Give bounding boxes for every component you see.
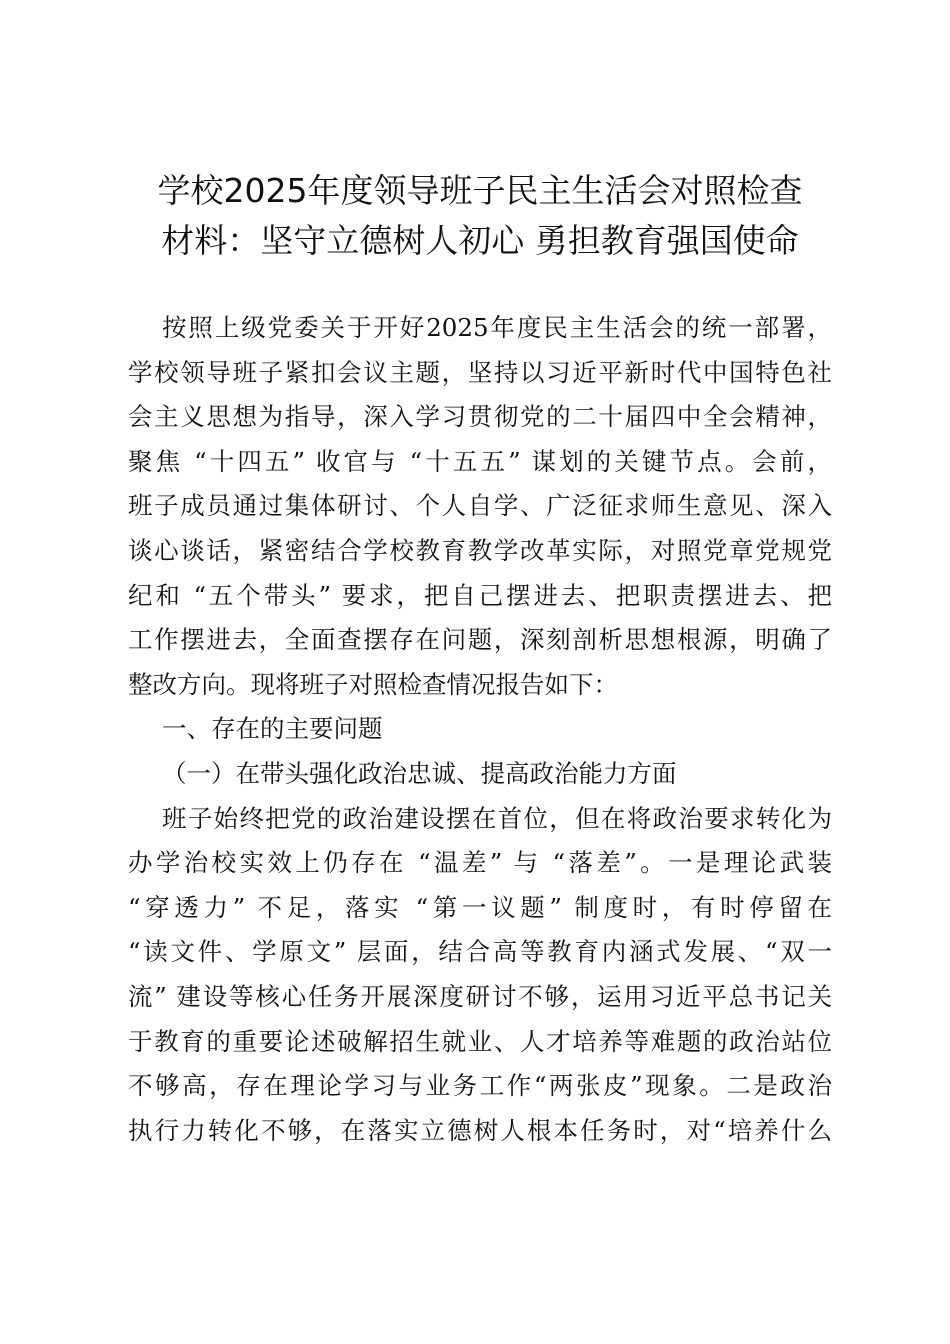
- text-line: 执行力转化不够，在落实立德树人根本任务时，对“培养什么: [128, 1115, 832, 1145]
- text-line: “读文件、学原文” 层面，结合高等教育内涵式发展、“双一: [128, 937, 832, 967]
- text-line: “穿透力” 不足，落实 “第一议题” 制度时，有时停留在: [128, 892, 832, 922]
- heading-text: 一、存在的主要问题: [162, 714, 383, 744]
- title-line-2: 材料：坚守立德树人初心 勇担教育强国使命: [161, 221, 799, 260]
- text-line: 学校领导班子紧扣会议主题，坚持以习近平新时代中国特色社: [128, 357, 832, 387]
- text-line: 流” 建设等核心任务开展深度研讨不够，运用习近平总书记关: [128, 981, 832, 1011]
- title-line-1: 学校2025年度领导班子民主生活会对照检查: [157, 171, 803, 210]
- body-paragraph: [128, 797, 832, 1154]
- text-line: 按照上级党委关于开好2025年度民主生活会的统一部署，: [162, 313, 832, 342]
- text-line: 会主义思想为指导，深入学习贯彻党的二十届四中全会精神，: [128, 402, 832, 432]
- document-body: [128, 306, 832, 1153]
- text-line: 不够高，存在理论学习与业务工作“两张皮”现象。二是政治: [128, 1071, 832, 1101]
- text-line: 办学治校实效上仍存在 “温差” 与 “落差”。一是理论武装: [128, 848, 832, 878]
- section-heading-1: [128, 707, 832, 752]
- text-line: 纪和 “五个带头” 要求，把自己摆进去、把职责摆进去、把: [128, 580, 832, 610]
- subsection-heading-1: [128, 752, 832, 797]
- heading-text: （一）在带头强化政治忠诚、提高政治能力方面: [162, 758, 677, 788]
- text-line: 班子成员通过集体研讨、个人自学、广泛征求师生意见、深入: [128, 491, 832, 521]
- text-line: 谈心谈话，紧密结合学校教育教学改革实际，对照党章党规党: [128, 535, 832, 565]
- text-line: 聚焦 “十四五” 收官与 “十五五” 谋划的关键节点。会前，: [128, 446, 832, 476]
- text-line: 整改方向。现将班子对照检查情况报告如下：: [128, 669, 618, 699]
- document-title: [120, 166, 840, 266]
- text-line: 班子始终把党的政治建设摆在首位，但在将政治要求转化为: [162, 803, 832, 833]
- text-line: 工作摆进去，全面查摆存在问题，深刻剖析思想根源，明确了: [128, 625, 832, 655]
- text-line: 于教育的重要论述破解招生就业、人才培养等难题的政治站位: [128, 1026, 832, 1056]
- intro-paragraph: [128, 306, 832, 707]
